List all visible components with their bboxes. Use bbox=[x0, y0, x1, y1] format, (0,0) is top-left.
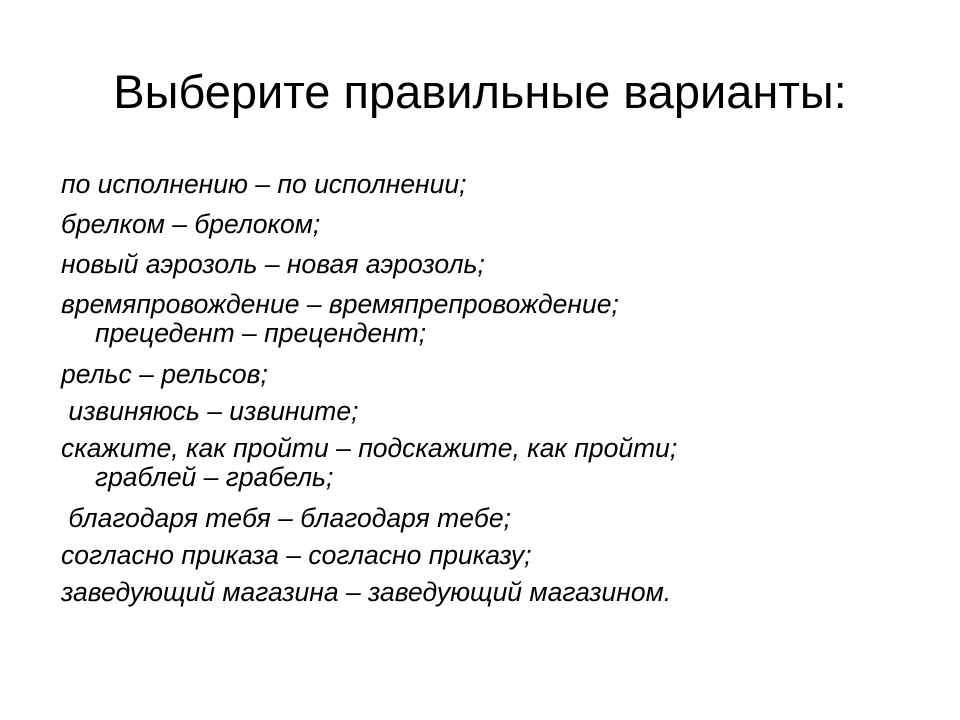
list-item bbox=[61, 288, 619, 346]
list-item-text: скажите, как пройти – подскажите, как пройти; bbox=[61, 433, 678, 463]
list-item-text: благодаря тебя – благодаря тебе; bbox=[61, 503, 511, 533]
list-item-continuation: граблей – грабель; bbox=[95, 462, 334, 492]
list-item bbox=[61, 432, 677, 490]
list-item-text: времяпровождение – времяпрепровождение; bbox=[61, 289, 619, 319]
list-item-text: по исполнению – по исполнении; bbox=[61, 169, 467, 199]
list-item-text: заведующий магазина – заведующий магазином. bbox=[61, 577, 672, 607]
list-item bbox=[61, 358, 268, 390]
list-item bbox=[61, 395, 358, 427]
list-item-continuation: прецедент – прецендент; bbox=[95, 318, 427, 348]
slide-title: Выберите правильные варианты: bbox=[113, 65, 847, 118]
list-item bbox=[61, 168, 466, 200]
list-item bbox=[61, 576, 671, 608]
list-item bbox=[61, 248, 485, 280]
list-item bbox=[61, 539, 531, 571]
list-item bbox=[61, 502, 511, 534]
list-item-text: новый аэрозоль – новая аэрозоль; bbox=[61, 249, 485, 279]
list-item-text: согласно приказа – согласно приказу; bbox=[61, 540, 532, 570]
list-item-text: извиняюсь – извините; bbox=[61, 396, 359, 426]
list-item-text: брелком – брелоком; bbox=[61, 209, 321, 239]
list-item-text: рельс – рельсов; bbox=[61, 359, 268, 389]
list-item bbox=[61, 208, 320, 240]
